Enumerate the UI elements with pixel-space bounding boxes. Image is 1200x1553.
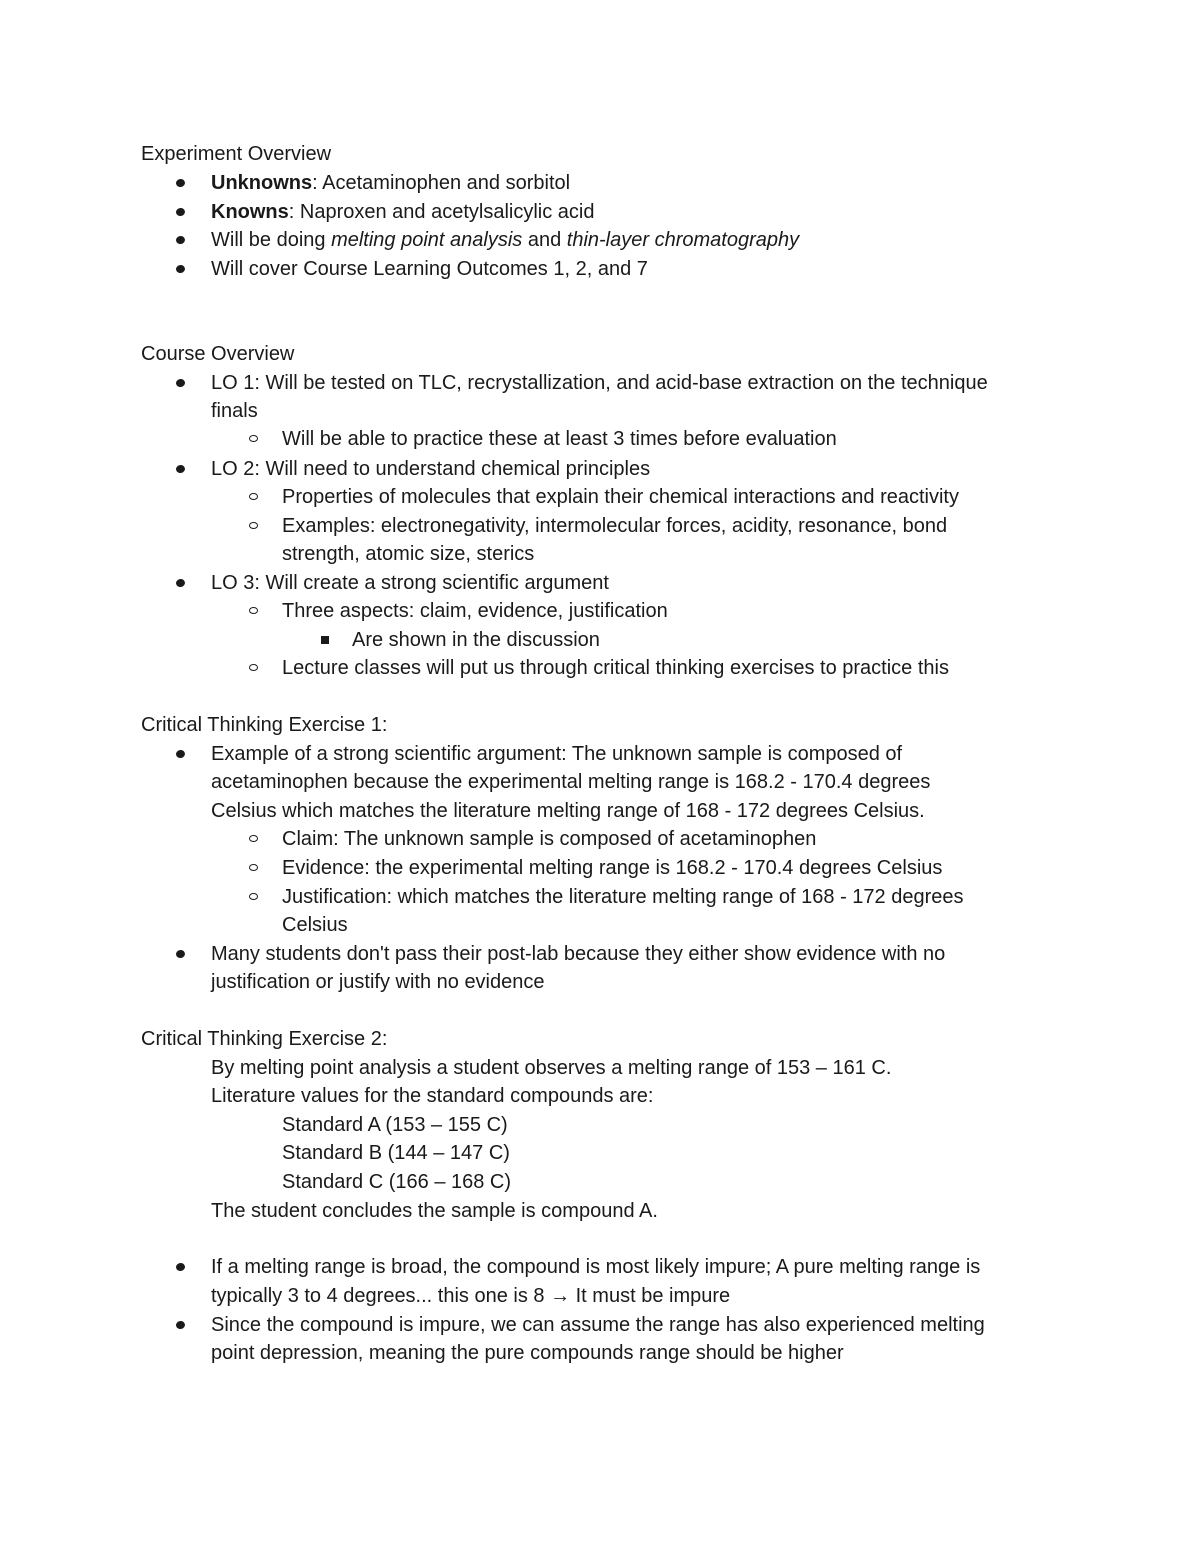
cte2-impure-line2: point depression, meaning the pure compounds range should be higher bbox=[211, 1342, 844, 1364]
bullet-icon bbox=[175, 178, 185, 188]
lo1-line1: LO 1: Will be tested on TLC, recrystallization, and acid-base extraction on the technique bbox=[211, 372, 988, 394]
circle-bullet-icon bbox=[249, 864, 258, 871]
cte1-many-line2: justification or justify with no evidence bbox=[211, 971, 545, 993]
circle-bullet-icon bbox=[249, 893, 258, 900]
circle-bullet-icon bbox=[249, 835, 258, 842]
cte2-standard-c: Standard C (166 – 168 C) bbox=[282, 1171, 512, 1193]
cte1-heading: Critical Thinking Exercise 1: bbox=[141, 714, 388, 736]
lo2-sub1: Properties of molecules that explain their chemical interactions and reactivity bbox=[282, 486, 959, 508]
unknowns-item bbox=[211, 169, 570, 197]
circle-bullet-icon bbox=[249, 607, 258, 614]
cte1-evidence: Evidence: the experimental melting range is 168.2 - 170.4 degrees Celsius bbox=[282, 857, 943, 879]
circle-bullet-icon bbox=[249, 435, 258, 442]
cte2-standard-b: Standard B (144 – 147 C) bbox=[282, 1142, 510, 1164]
knowns-label: Knowns bbox=[211, 201, 289, 223]
cte2-broad-line1: If a melting range is broad, the compound is most likely impure; A pure melting range is bbox=[211, 1256, 981, 1278]
circle-bullet-icon bbox=[249, 522, 258, 529]
bullet-icon bbox=[175, 464, 185, 474]
knowns-item bbox=[211, 198, 594, 226]
cte2-conclusion: The student concludes the sample is compound A. bbox=[211, 1200, 658, 1222]
bullet-icon bbox=[175, 264, 185, 274]
lo1-sub1: Will be able to practice these at least 3 times before evaluation bbox=[282, 428, 837, 450]
lo2-sub2-line1: Examples: electronegativity, intermolecular forces, acidity, resonance, bond bbox=[282, 515, 948, 537]
cte2-impure-line1: Since the compound is impure, we can assume the range has also experienced melting bbox=[211, 1314, 985, 1336]
circle-bullet-icon bbox=[249, 493, 258, 500]
cte2-heading: Critical Thinking Exercise 2: bbox=[141, 1028, 388, 1050]
knowns-text: : Naproxen and acetylsalicylic acid bbox=[288, 201, 595, 223]
bullet-icon bbox=[175, 235, 185, 245]
lo1-line2: finals bbox=[211, 400, 258, 422]
cte2-literature-intro: Literature values for the standard compounds are: bbox=[211, 1085, 654, 1107]
bullet-icon bbox=[175, 749, 185, 759]
cte1-many-line1: Many students don't pass their post-lab because they either show evidence with no bbox=[211, 943, 946, 965]
bullet-icon bbox=[175, 578, 185, 588]
bullet-icon bbox=[175, 1262, 185, 1272]
cte1-example-line3: Celsius which matches the literature melting range of 168 - 172 degrees Celsius. bbox=[211, 800, 925, 822]
cte1-justification-line1: Justification: which matches the literature melting range of 168 - 172 degrees bbox=[282, 886, 964, 908]
methods-conjunction: and bbox=[522, 229, 567, 251]
cte2-broad-line2: typically 3 to 4 degrees... this one is 8 → It must be impure bbox=[211, 1285, 731, 1307]
method-tlc: thin-layer chromatography bbox=[566, 229, 800, 251]
methods-item bbox=[211, 226, 799, 254]
cte2-observation: By melting point analysis a student observes a melting range of 153 – 161 C. bbox=[211, 1057, 892, 1079]
circle-bullet-icon bbox=[249, 664, 258, 671]
square-bullet-icon bbox=[321, 636, 329, 644]
cte1-claim: Claim: The unknown sample is composed of acetaminophen bbox=[282, 828, 817, 850]
cte1-example-line2: acetaminophen because the experimental melting range is 168.2 - 170.4 degrees bbox=[211, 771, 931, 793]
unknowns-label: Unknowns bbox=[211, 172, 313, 194]
cte1-justification-line2: Celsius bbox=[282, 914, 348, 936]
lo3-sub2: Lecture classes will put us through critical thinking exercises to practice this bbox=[282, 657, 949, 679]
cte2-standard-a: Standard A (153 – 155 C) bbox=[282, 1114, 508, 1136]
bullet-icon bbox=[175, 1320, 185, 1330]
lo3-sub1: Three aspects: claim, evidence, justification bbox=[282, 600, 668, 622]
bullet-icon bbox=[175, 949, 185, 959]
lo2-sub2-line2: strength, atomic size, sterics bbox=[282, 543, 535, 565]
cte1-example-line1: Example of a strong scientific argument: The unknown sample is composed of bbox=[211, 743, 903, 765]
experiment-overview-heading: Experiment Overview bbox=[141, 143, 332, 165]
lo3-sub1-sub: Are shown in the discussion bbox=[352, 629, 600, 651]
course-overview-heading: Course Overview bbox=[141, 343, 295, 365]
bullet-icon bbox=[175, 207, 185, 217]
methods-text: Will be doing bbox=[211, 229, 332, 251]
bullet-icon bbox=[175, 378, 185, 388]
outcomes-item: Will cover Course Learning Outcomes 1, 2, and 7 bbox=[211, 258, 648, 280]
method-melting-point: melting point analysis bbox=[331, 229, 523, 251]
unknowns-text: : Acetaminophen and sorbitol bbox=[312, 172, 571, 194]
lo2-item: LO 2: Will need to understand chemical principles bbox=[211, 458, 651, 480]
lo3-item: LO 3: Will create a strong scientific argument bbox=[211, 572, 609, 594]
